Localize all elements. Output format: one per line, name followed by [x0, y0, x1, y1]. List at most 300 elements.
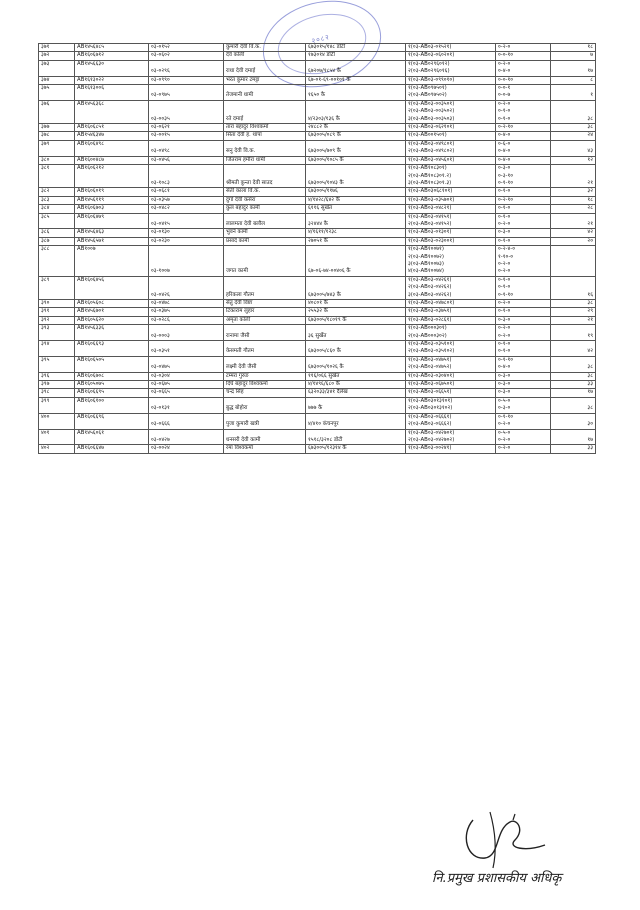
serial-cell: ३८२ — [39, 188, 75, 196]
symbol-cell: AB१४५६४८५ — [75, 44, 149, 52]
parcel-cell-line: २(०३-AB०३-०४२६२) — [408, 284, 452, 291]
owner-name-cell: चन्द्र सिंह — [224, 389, 306, 397]
table-row — [39, 60, 596, 76]
land-register-table — [38, 43, 596, 454]
symbol-cell: AB१६०५६०८ — [75, 300, 149, 308]
serial-cell: ४०१ — [39, 429, 75, 445]
signature — [455, 800, 565, 875]
parcel-cell — [406, 229, 496, 237]
area-cell-line: ०-२-१० — [498, 124, 514, 131]
number-cell: ३८ — [551, 372, 596, 380]
area-cell — [496, 85, 551, 101]
table-row — [39, 300, 596, 308]
code-cell: ०३-०६६६ — [149, 413, 224, 429]
owner-name-cell: दुर्गा देवी कसेरा — [224, 196, 306, 204]
area-cell — [496, 196, 551, 204]
parcel-cell-line: १(०३-AB०३-००२४१) — [408, 445, 452, 452]
parcel-cell-line: २(०३-AB०२९६०१६) — [408, 68, 450, 75]
area-cell — [496, 100, 551, 123]
symbol-cell: AB१६०६०१९ — [75, 188, 149, 196]
table-row — [39, 44, 596, 52]
area-cell — [496, 140, 551, 156]
table-row — [39, 205, 596, 213]
reference-cell: ११६/०६६ सुर्खेत — [306, 372, 406, 380]
code-cell: ०३-०४८२ — [149, 205, 224, 213]
parcel-cell — [406, 325, 496, 341]
signature-caption: नि.प्रमुख प्रशासकीय अधिकृ — [432, 871, 562, 886]
area-cell-line: ०-१-० — [498, 205, 511, 212]
reference-cell: ६७३००५/१०२६ कै — [306, 356, 406, 372]
owner-name-cell: टिकाराम लुहार — [224, 308, 306, 316]
area-cell-line: ०-२-० — [498, 260, 511, 267]
symbol-cell: AB१६०६७०३ — [75, 205, 149, 213]
parcel-cell — [406, 140, 496, 156]
area-cell — [496, 52, 551, 60]
area-cell-line: ०-३-१० — [498, 172, 514, 179]
area-cell — [496, 76, 551, 84]
parcel-cell-line: १(०३-AB०२९६०१२) — [408, 60, 450, 67]
parcel-cell — [406, 246, 496, 277]
symbol-cell: AB१४५६११९ — [75, 196, 149, 204]
reference-cell: ६७३००५/१८०१९ कै — [306, 316, 406, 324]
area-cell — [496, 44, 551, 52]
parcel-cell-line: १(०३-AB०३-०४९८०१) — [408, 140, 455, 147]
parcel-cell-line: १(०३-AB०३-०२८६१) — [408, 316, 452, 323]
reference-cell: १६५० कै — [306, 85, 406, 101]
parcel-cell-line: १(०३-AB०३-०४२६१) — [408, 276, 452, 283]
table-row — [39, 445, 596, 453]
table-row — [39, 52, 596, 60]
code-cell: ०३-०३७५ — [149, 308, 224, 316]
table-row — [39, 132, 596, 140]
number-cell: २४ — [551, 132, 596, 140]
parcel-cell — [406, 445, 496, 453]
parcel-cell-line: २(०३-AB०३-०४९८०२) — [408, 148, 455, 155]
code-cell: ०३-१००७ — [149, 246, 224, 277]
reference-cell: ६७३००५/७४३ कै — [306, 276, 406, 299]
number-cell: ३८ — [551, 124, 596, 132]
reference-cell: १७३०१४ डोटी — [306, 52, 406, 60]
owner-name-cell: सेती काला वि.क. — [224, 188, 306, 196]
owner-name-cell: सिता देवी ह. थापा — [224, 132, 306, 140]
area-cell-line: ०-०-१० — [498, 76, 514, 83]
parcel-cell — [406, 85, 496, 101]
code-cell: ०३-०६०२ — [149, 52, 224, 60]
serial-cell: ३७९ — [39, 140, 75, 156]
parcel-cell-line: ३(०३-AB१००७३) — [408, 260, 444, 267]
area-cell-line: ०-२-० — [498, 60, 511, 67]
owner-name-cell: सेतु देवी विष्टा — [224, 300, 306, 308]
area-cell-line: ०-५-० — [498, 397, 511, 404]
owner-name-cell: श्रीमती कुन्ता देवी साउद — [224, 165, 306, 188]
reference-cell: ३६ सुर्खेत — [306, 325, 406, 341]
table-row — [39, 308, 596, 316]
code-cell: ०३-०१५२ — [149, 44, 224, 52]
serial-cell: ३७७ — [39, 124, 75, 132]
parcel-cell — [406, 237, 496, 245]
area-cell-line: ०-२-० — [498, 100, 511, 107]
area-cell-line: ०-०-१० — [498, 52, 514, 59]
reference-cell: ४/४१० कंचनपुर — [306, 413, 406, 429]
area-cell-line: ०-२-० — [498, 300, 511, 306]
area-cell — [496, 356, 551, 372]
area-cell — [496, 124, 551, 132]
area-cell — [496, 188, 551, 196]
parcel-cell-line: २(०३-AB१०८३०१.२) — [408, 172, 452, 179]
number-cell: ४२ — [551, 341, 596, 357]
parcel-cell-line: १(०३-AB०३-०४२७०१) — [408, 429, 455, 436]
reference-cell: ६७२०७/१८५४ कै — [306, 60, 406, 76]
table-row — [39, 397, 596, 413]
area-cell — [496, 300, 551, 308]
table-row — [39, 389, 596, 397]
code-cell: ०३-०२९६ — [149, 60, 224, 76]
code-cell: ०३-०४७५ — [149, 356, 224, 372]
parcel-cell-line: २(०३-AB१००७२) — [408, 253, 444, 260]
reference-cell: ६७३००५/१२३१४ कै — [306, 445, 406, 453]
parcel-cell — [406, 100, 496, 123]
serial-cell: ३७६ — [39, 100, 75, 123]
code-cell: ०३-०३५१ — [149, 341, 224, 357]
area-cell-line: ०-३-० — [498, 165, 511, 172]
parcel-cell-line: १(०३-AB०३-००३५०१) — [408, 100, 455, 107]
code-cell: ०३-०४१५ — [149, 213, 224, 229]
parcel-cell-line: ३(०३-AB०३-०४२६२) — [408, 291, 452, 298]
serial-cell: ३९४ — [39, 341, 75, 357]
number-cell: ३८ — [551, 100, 596, 123]
reference-cell: १५१८/३२०८ डोटी — [306, 429, 406, 445]
symbol-cell: AB१००७ — [75, 246, 149, 277]
area-cell — [496, 246, 551, 277]
owner-name-cell: रमा विश्वकर्मा — [224, 445, 306, 453]
owner-name-cell: कुल बहादुर कामी — [224, 205, 306, 213]
number-cell: १७ — [551, 389, 596, 397]
serial-cell: ३८४ — [39, 205, 75, 213]
area-cell-line: ०-१-१० — [498, 356, 514, 363]
reference-cell: ६११६ सुर्खेत — [306, 205, 406, 213]
serial-cell: ३९५ — [39, 356, 75, 372]
area-cell — [496, 308, 551, 316]
area-cell-line: ०-१-० — [498, 348, 511, 355]
table-row — [39, 429, 596, 445]
area-cell-line: ०-१-० — [498, 188, 511, 195]
area-cell — [496, 372, 551, 380]
number-cell: २० — [551, 237, 596, 245]
symbol-cell: AB१६०६६९५ — [75, 389, 149, 397]
parcel-cell — [406, 205, 496, 213]
parcel-cell-line: ३(०३-AB१०८३०१.३) — [408, 179, 452, 186]
owner-name-cell: रते दमाई — [224, 100, 306, 123]
reference-cell: २४८८२ कै — [306, 124, 406, 132]
symbol-cell: AB१४५६५७१ — [75, 237, 149, 245]
reference-cell: ६७३०१५/१४८ डोटी — [306, 44, 406, 52]
number-cell: ३३ — [551, 381, 596, 389]
table-row — [39, 140, 596, 156]
serial-cell: ३७४ — [39, 76, 75, 84]
area-cell-line: ०-२-० — [498, 325, 511, 332]
owner-name-cell: जगत कामी — [224, 246, 306, 277]
area-cell-line: ०-०-१ — [498, 85, 511, 92]
table-row — [39, 356, 596, 372]
area-cell-line: ०-२-१० — [498, 196, 514, 203]
area-cell — [496, 341, 551, 357]
reference-cell: ६३२०३३/३४१ दैलेख — [306, 389, 406, 397]
stamp-year: २०८२ — [310, 33, 331, 46]
area-cell — [496, 389, 551, 397]
parcel-cell — [406, 44, 496, 52]
table-row — [39, 196, 596, 204]
owner-name-cell: जितराम हमीरा धामी — [224, 156, 306, 164]
number-cell: ४२ — [551, 229, 596, 237]
area-cell-line: ०-२-० — [498, 332, 511, 339]
serial-cell: ४०२ — [39, 445, 75, 453]
code-cell: ०३-०६२१ — [149, 124, 224, 132]
code-cell: ०३-०१३१ — [149, 397, 224, 413]
parcel-cell — [406, 188, 496, 196]
area-cell-line: ०-४-० — [498, 132, 511, 139]
number-cell: ३८ — [551, 397, 596, 413]
number-cell — [551, 246, 596, 277]
reference-cell: ४/१४९६/६८० कै — [306, 381, 406, 389]
area-cell-line: ०-१-० — [498, 276, 511, 283]
owner-name-cell: टम्मरा गुरुङ — [224, 372, 306, 380]
symbol-cell: AB१६०६४७९ — [75, 213, 149, 229]
code-cell: ०३-०३०४ — [149, 372, 224, 380]
area-cell-line: ०-४-० — [498, 364, 511, 371]
parcel-cell-line: १(०३-AB०३-०६०२०१) — [408, 52, 455, 59]
symbol-cell: AB१६०६६९६ — [75, 413, 149, 429]
parcel-cell — [406, 52, 496, 60]
code-cell: ०३-१०८३ — [149, 165, 224, 188]
reference-cell: ३२४४४ कै — [306, 213, 406, 229]
parcel-cell-line: १(०३-AB०३-०३०४०१) — [408, 372, 455, 379]
symbol-cell: AB१६०६१०० — [75, 397, 149, 413]
area-cell — [496, 413, 551, 429]
number-cell: २१ — [551, 213, 596, 229]
parcel-cell-line: २(०३-AB०३-००३५०२) — [408, 108, 455, 115]
parcel-cell — [406, 213, 496, 229]
parcel-cell — [406, 429, 496, 445]
code-cell: ०३-००३५ — [149, 100, 224, 123]
reference-cell: ४/२३०३/१३६ कै — [306, 100, 406, 123]
parcel-cell-line: २(०३-AB०३०१३१०२) — [408, 405, 453, 412]
number-cell: ३३ — [551, 445, 596, 453]
serial-cell: ३८६ — [39, 229, 75, 237]
area-cell-line: ०-३-० — [498, 372, 511, 379]
owner-name-cell: लक्ष्मी देवी जैसी — [224, 356, 306, 372]
symbol-cell: AB१६०६६९३ — [75, 341, 149, 357]
number-cell: १८ — [551, 44, 596, 52]
area-cell — [496, 381, 551, 389]
parcel-cell — [406, 124, 496, 132]
area-cell — [496, 445, 551, 453]
parcel-cell — [406, 381, 496, 389]
area-cell-line: ०-१-० — [498, 284, 511, 291]
parcel-cell-line: १(०३-AB०३-०४७८०१) — [408, 300, 455, 306]
code-cell: ०३-०४५६ — [149, 156, 224, 164]
reference-cell: ४/१६११/१२३८ — [306, 229, 406, 237]
area-cell — [496, 229, 551, 237]
number-cell: २८ — [551, 205, 596, 213]
number-cell: २९ — [551, 308, 596, 316]
parcel-cell-line: २(०३-AB०९७५०२) — [408, 92, 447, 99]
owner-name-cell: हरिकला गौतम — [224, 276, 306, 299]
area-cell-line: ०-२-० — [498, 220, 511, 227]
parcel-cell-line: १(०३-AB०३-०१५२१) — [408, 44, 452, 50]
area-cell-line: ०-४-० — [498, 148, 511, 155]
table-row — [39, 188, 596, 196]
table-row — [39, 124, 596, 132]
area-cell-line: ०-१-१० — [498, 179, 514, 186]
number-cell: १८ — [551, 196, 596, 204]
serial-cell: ३८८ — [39, 246, 75, 277]
parcel-cell-line: १(०३-AB०३-०६६६१) — [408, 413, 452, 420]
area-cell-line: ०-१-० — [498, 341, 511, 348]
parcel-cell-line: ४(०३-AB१००७४) — [408, 268, 444, 275]
parcel-cell-line: १(०३-AB०००३०१) — [408, 325, 447, 332]
symbol-cell: AB१४५६०६१ — [75, 429, 149, 445]
owner-name-cell: दिर्घ बहादुर विश्वकर्मा — [224, 381, 306, 389]
parcel-cell-line: २(०३-AB०००३०२) — [408, 332, 447, 339]
parcel-cell — [406, 76, 496, 84]
table-row — [39, 213, 596, 229]
symbol-cell: AB१४५६३६८ — [75, 100, 149, 123]
symbol-cell: AB१६०६६४७ — [75, 445, 149, 453]
serial-cell: ३९७ — [39, 381, 75, 389]
owner-name-cell: पुजा कुमारी खत्री — [224, 413, 306, 429]
parcel-cell-line: १(०३-AB०३-०३७५१) — [408, 308, 452, 315]
owner-name-cell: प्रसादे कामी — [224, 237, 306, 245]
parcel-cell — [406, 165, 496, 188]
area-cell-line: ०-३-० — [498, 405, 511, 412]
serial-cell: ३७५ — [39, 85, 75, 101]
serial-cell: ३९८ — [39, 389, 75, 397]
number-cell: १ — [551, 85, 596, 101]
number-cell: २१ — [551, 165, 596, 188]
area-cell — [496, 429, 551, 445]
reference-cell: ६७-०१-६९-००१०१ कै — [306, 76, 406, 84]
parcel-cell-line: १(०३-AB०३-०६२१०१) — [408, 124, 455, 131]
symbol-cell: AB१६०६७१२ — [75, 52, 149, 60]
parcel-cell — [406, 300, 496, 308]
symbol-cell: AB१५४६३४७ — [75, 132, 149, 140]
number-cell: १७ — [551, 60, 596, 76]
code-cell: ०३-०३५७ — [149, 196, 224, 204]
table-row — [39, 100, 596, 123]
serial-cell: ३८० — [39, 156, 75, 164]
table-row — [39, 76, 596, 84]
parcel-cell — [406, 413, 496, 429]
area-cell-line: ०-३-० — [498, 381, 511, 388]
parcel-cell-line: १(०३-AB१०८३०१) — [408, 165, 447, 172]
parcel-cell-line: २(०३-AB०३-०४७५२) — [408, 364, 452, 371]
code-cell: ०३-००१५ — [149, 132, 224, 140]
serial-cell: ३९२ — [39, 316, 75, 324]
number-cell: ३२ — [551, 188, 596, 196]
symbol-cell: AB१४५६७०१ — [75, 308, 149, 316]
symbol-cell: AB१६०६४५६ — [75, 276, 149, 299]
owner-name-cell: बुद्ध बोहोरा — [224, 397, 306, 413]
code-cell: ०३-०९७५ — [149, 85, 224, 101]
parcel-cell — [406, 156, 496, 164]
area-cell-line: ०-५-० — [498, 429, 511, 436]
area-cell-line: ०-१-० — [498, 115, 511, 122]
serial-cell: ३८१ — [39, 165, 75, 188]
number-cell: ७ — [551, 52, 596, 60]
serial-cell: ३७८ — [39, 132, 75, 140]
area-cell-line: ०-२-० — [498, 436, 511, 443]
table-row — [39, 229, 596, 237]
symbol-cell: AB१४५६३३६ — [75, 325, 149, 341]
owner-name-cell: कुमारी देवी वि.क. — [224, 44, 306, 52]
parcel-cell-line: १(०३-AB००१५०१) — [408, 132, 447, 139]
parcel-cell-line: १(०३-AB०३-०४१५१) — [408, 213, 452, 220]
area-cell — [496, 316, 551, 324]
parcel-cell — [406, 276, 496, 299]
number-cell: १९ — [551, 325, 596, 341]
table-row — [39, 156, 596, 164]
code-cell: ०३-०४९८ — [149, 140, 224, 156]
parcel-cell-line: १(०३-AB०९७५०१) — [408, 85, 447, 92]
symbol-cell: AB१६०६७०८ — [75, 372, 149, 380]
number-cell: २१ — [551, 316, 596, 324]
area-cell — [496, 205, 551, 213]
area-cell — [496, 132, 551, 140]
symbol-cell: AB१४५६६३० — [75, 60, 149, 76]
area-cell-line: ०-०-७ — [498, 92, 511, 99]
serial-cell: ३९९ — [39, 397, 75, 413]
table-row — [39, 372, 596, 380]
area-cell-line: ०-३-० — [498, 389, 511, 396]
serial-cell: ३७१ — [39, 44, 75, 52]
serial-cell: ३८९ — [39, 276, 75, 299]
parcel-cell-line: १(०३-AB०३-०६६५१) — [408, 389, 452, 396]
code-cell: ०३-०६६५ — [149, 389, 224, 397]
area-cell — [496, 165, 551, 188]
area-cell-line: ०-६-० — [498, 140, 511, 147]
serial-cell: ३७२ — [39, 52, 75, 60]
code-cell: ०३-०२८६ — [149, 316, 224, 324]
owner-name-cell: रानामा जैसी — [224, 325, 306, 341]
serial-cell: ३९३ — [39, 325, 75, 341]
area-cell — [496, 237, 551, 245]
owner-name-cell: भुवने कामी — [224, 229, 306, 237]
area-cell-line: ०-२-० — [498, 445, 511, 452]
parcel-cell — [406, 132, 496, 140]
serial-cell: ३८७ — [39, 237, 75, 245]
parcel-cell — [406, 372, 496, 380]
parcel-cell-line: १(०३-AB०३०६८१०१) — [408, 188, 453, 195]
code-cell: ०३-०१३० — [149, 229, 224, 237]
owner-name-cell: अमृता कोली — [224, 316, 306, 324]
table-row — [39, 325, 596, 341]
parcel-cell — [406, 356, 496, 372]
parcel-cell — [406, 316, 496, 324]
area-cell-line: ०-१-० — [498, 213, 511, 220]
area-cell-line: ०-१-० — [498, 308, 511, 315]
area-cell — [496, 325, 551, 341]
serial-cell: ३८५ — [39, 213, 75, 229]
symbol-cell: AB१६०५६२० — [75, 316, 149, 324]
reference-cell: २५५३२ कै — [306, 308, 406, 316]
parcel-cell — [406, 389, 496, 397]
parcel-cell-line: १(०३-AB०३-०३५१०१) — [408, 341, 455, 348]
area-cell — [496, 156, 551, 164]
owner-name-cell: राधा देवी दमाई — [224, 60, 306, 76]
parcel-cell-line: २(०३-AB०३-०३५१०२) — [408, 348, 455, 355]
serial-cell: ३८३ — [39, 196, 75, 204]
table-row — [39, 237, 596, 245]
